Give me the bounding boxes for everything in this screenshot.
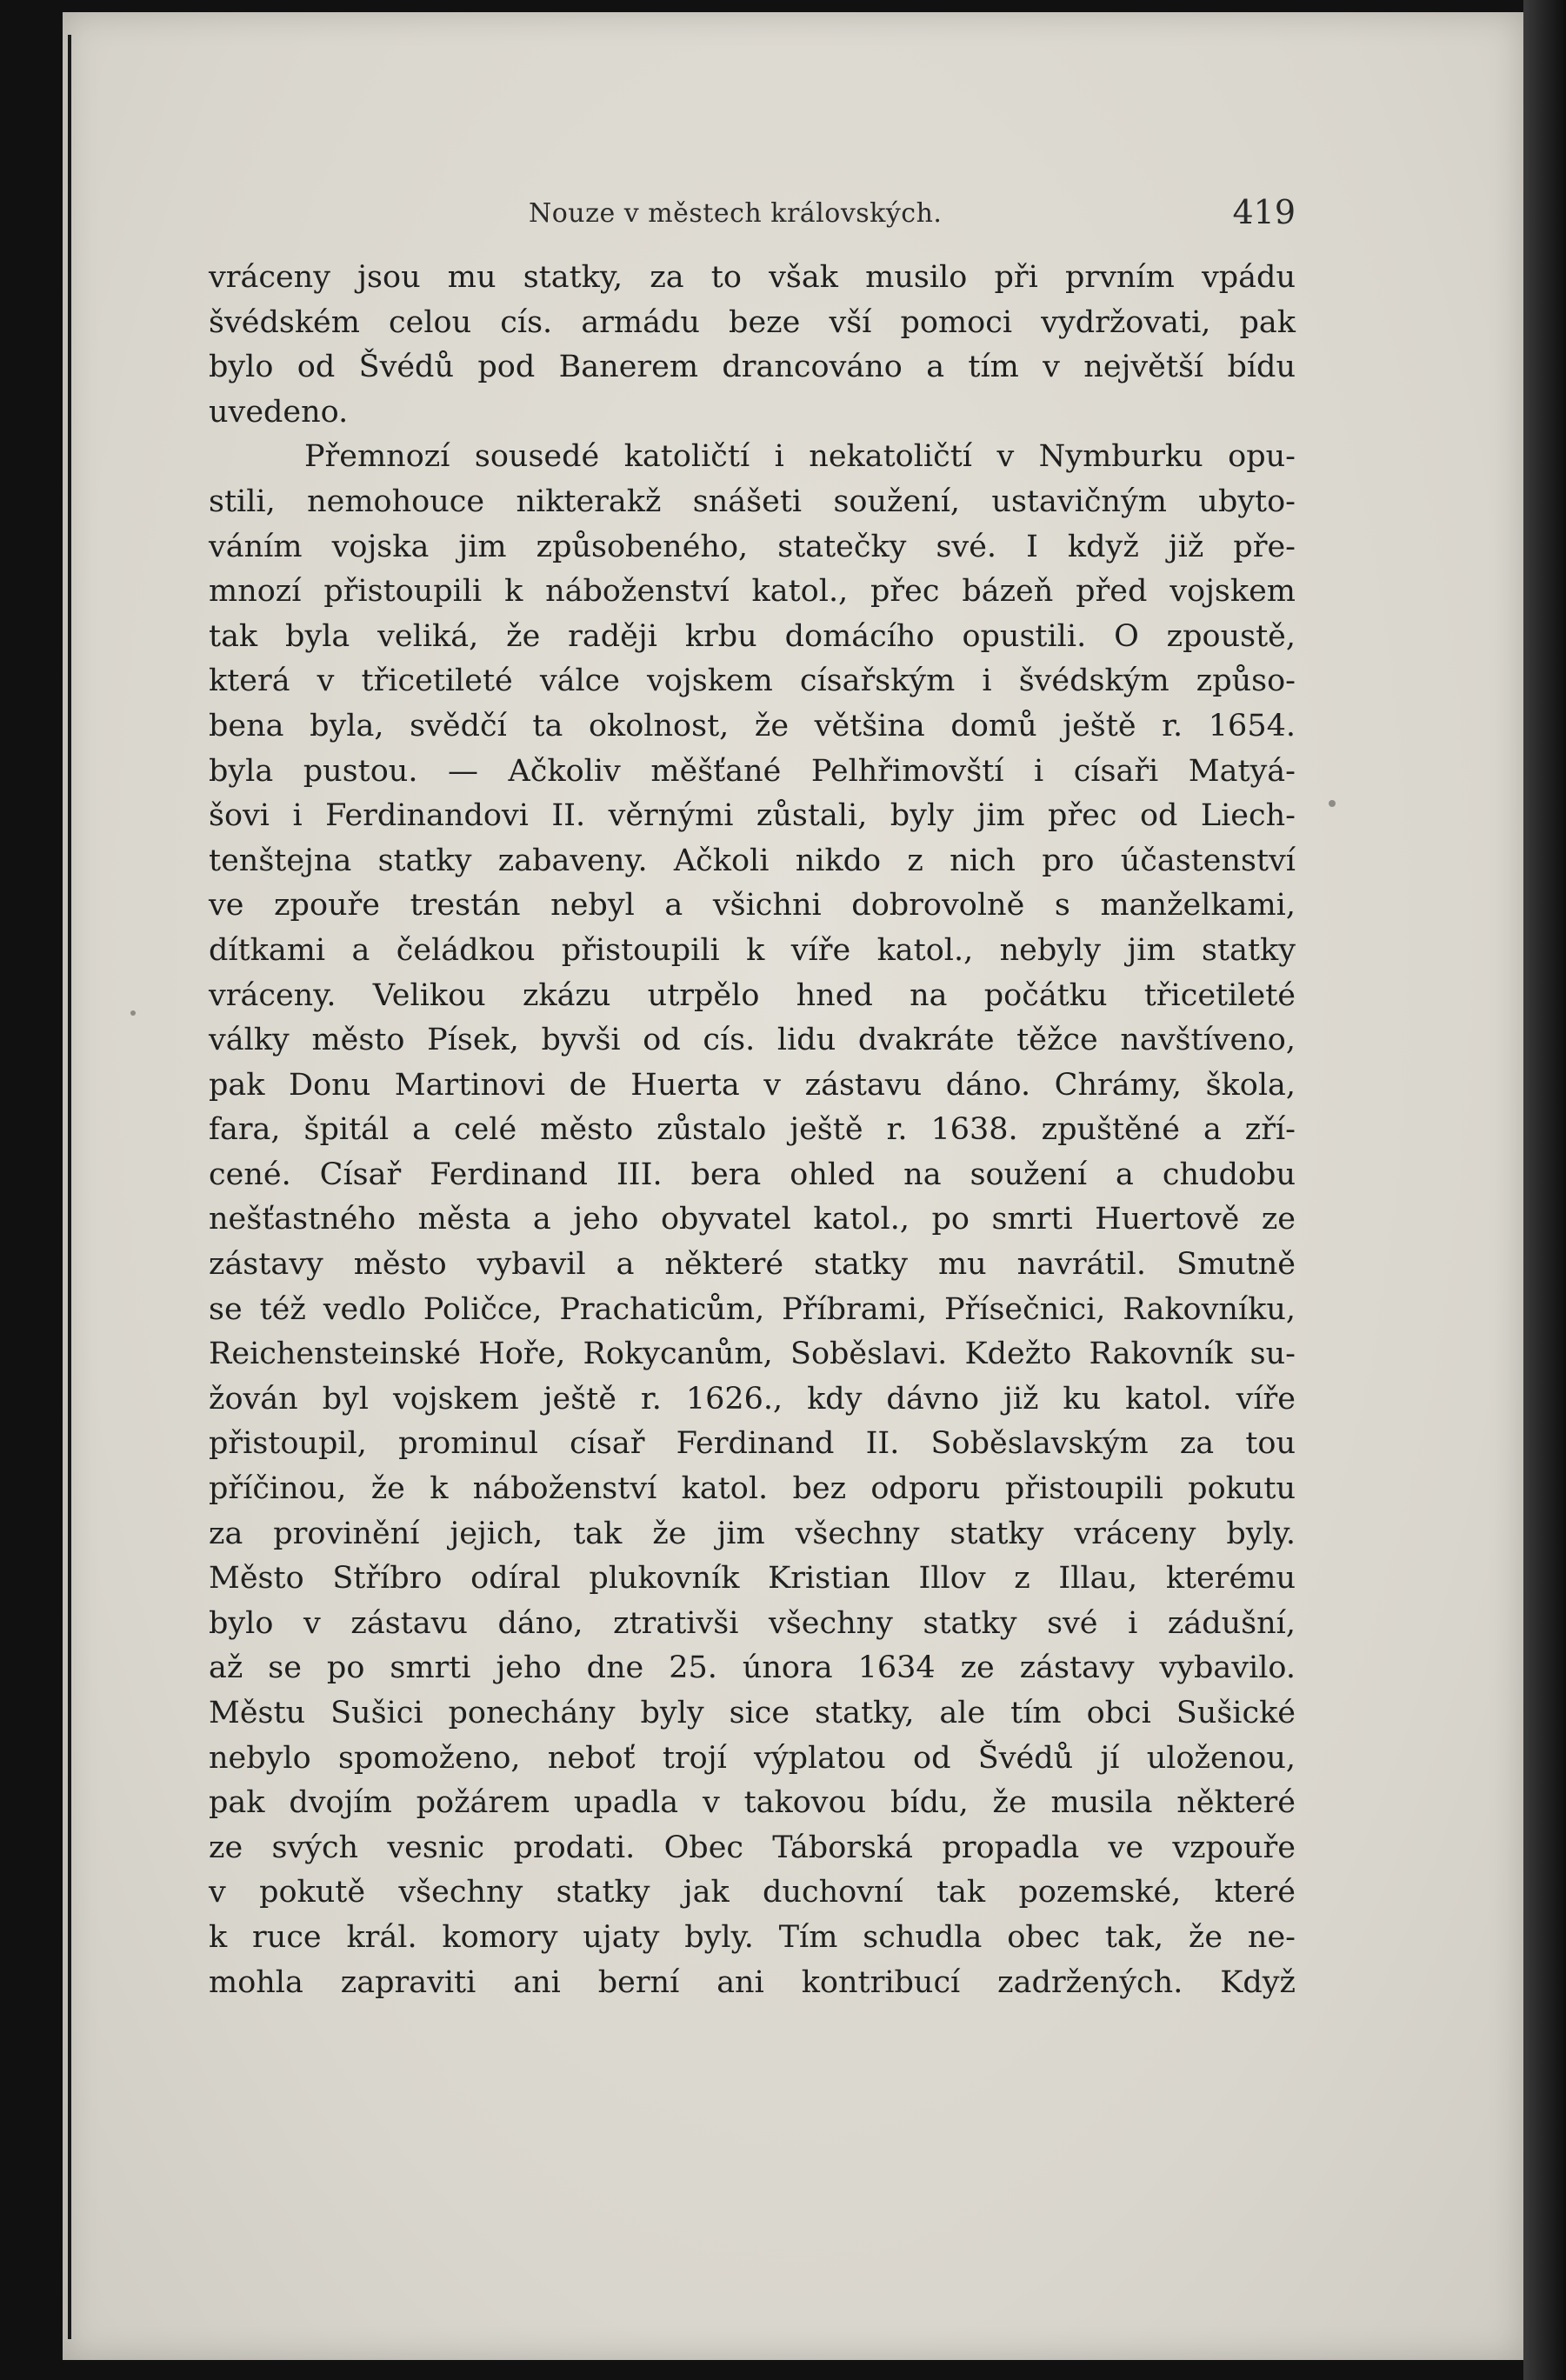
- text-line: stili, nemohouce nikterakž snášeti soužení, ustavičným ubyto-: [209, 483, 1296, 519]
- text-line: bylo od Švédů pod Banerem drancováno a tím v největší bídu: [209, 350, 1296, 385]
- text-line: války město Písek, byvši od cís. lidu dvakráte těžce navštíveno,: [209, 1023, 1296, 1058]
- text-line: dítkami a čeládkou přistoupili k víře katol., nebyly jim statky: [209, 932, 1296, 968]
- page-number: 419: [1232, 193, 1296, 231]
- text-line: až se po smrti jeho dne 25. února 1634 ze zástavy vybavilo.: [209, 1650, 1296, 1686]
- text-line: žován byl vojskem ještě r. 1626., kdy dávno již ku katol. víře: [209, 1381, 1296, 1417]
- text-line: Přemnozí sousedé katoličtí i nekatoličtí v Nymburku opu-: [304, 439, 1296, 475]
- body-text: [209, 256, 1296, 2005]
- text-line: bylo v zástavu dáno, ztrativši všechny statky své i zádušní,: [209, 1605, 1296, 1641]
- page-header: [209, 193, 1296, 237]
- text-line: nebylo spomoženo, neboť trojí výplatou od Švédů jí uloženou,: [209, 1740, 1296, 1776]
- text-line: fara, špitál a celé město zůstalo ještě r. 1638. zpuštěné a zří-: [209, 1112, 1296, 1148]
- text-line: Reichensteinské Hoře, Rokycanům, Soběslavi. Kdežto Rakovník su-: [209, 1337, 1296, 1372]
- text-line: mnozí přistoupili k náboženství katol., přec bázeň před vojskem: [209, 574, 1296, 610]
- text-line: tak byla veliká, že raději krbu domácího opustili. O zpoustě,: [209, 618, 1296, 654]
- ink-speck: [1329, 800, 1336, 807]
- text-line: cené. Císař Ferdinand III. bera ohled na soužení a chudobu: [209, 1157, 1296, 1192]
- text-line: ze svých vesnic prodati. Obec Táborská propadla ve vzpouře: [209, 1830, 1296, 1865]
- text-line: nešťastného města a jeho obyvatel katol., po smrti Huertově ze: [209, 1202, 1296, 1237]
- text-line: vráceny jsou mu statky, za to však musilo při prvním vpádu: [209, 260, 1296, 295]
- text-line: zástavy město vybavil a některé statky mu navrátil. Smutně: [209, 1247, 1296, 1283]
- text-line: vráceny. Velikou zkázu utrpělo hned na počátku třicetileté: [209, 977, 1296, 1013]
- text-line: pak dvojím požárem upadla v takovou bídu, že musila některé: [209, 1785, 1296, 1821]
- text-line: byla pustou. — Ačkoliv měšťané Pelhřimovští i císaři Matyá-: [209, 753, 1296, 789]
- text-line: mohla zapraviti ani berní ani kontribucí zadržených. Když: [209, 1964, 1296, 2000]
- ink-speck: [130, 1010, 136, 1016]
- running-title: Nouze v městech královských.: [529, 198, 943, 229]
- text-line: příčinou, že k náboženství katol. bez odporu přistoupili pokutu: [209, 1471, 1296, 1507]
- text-line: přistoupil, prominul císař Ferdinand II. Soběslavským za tou: [209, 1426, 1296, 1462]
- text-line: váním vojska jim způsobeného, statečky své. I když již pře-: [209, 529, 1296, 564]
- scan-right-edge: [1523, 0, 1566, 2380]
- text-line: k ruce král. komory ujaty byly. Tím schudla obec tak, že ne-: [209, 1919, 1296, 1955]
- text-line: v pokutě všechny statky jak duchovní tak pozemské, které: [209, 1875, 1296, 1910]
- text-line: bena byla, svědčí ta okolnost, že většina domů ještě r. 1654.: [209, 708, 1296, 743]
- text-line: uvedeno.: [209, 394, 349, 430]
- text-line: se též vedlo Poličce, Prachaticům, Příbrami, Přísečnici, Rakovníku,: [209, 1291, 1296, 1327]
- text-line: za provinění jejich, tak že jim všechny statky vráceny byly.: [209, 1516, 1296, 1551]
- page-fold-shadow: [68, 35, 71, 2339]
- text-line: ve zpouře trestán nebyl a všichni dobrovolně s manželkami,: [209, 888, 1296, 923]
- text-line: Město Stříbro odíral plukovník Kristian Illov z Illau, kterému: [209, 1561, 1296, 1597]
- text-line: švédském celou cís. armádu beze vší pomoci vydržovati, pak: [209, 304, 1296, 340]
- text-line: Městu Sušici ponechány byly sice statky, ale tím obci Sušické: [209, 1696, 1296, 1730]
- text-line: která v třicetileté válce vojskem císařským i švédským způso-: [209, 663, 1296, 699]
- text-line: pak Donu Martinovi de Huerta v zástavu dáno. Chrámy, škola,: [209, 1067, 1296, 1103]
- text-line: šovi i Ferdinandovi II. věrnými zůstali, byly jim přec od Liech-: [209, 798, 1296, 834]
- text-line: tenštejna statky zabaveny. Ačkoli nikdo z nich pro účastenství: [209, 843, 1296, 878]
